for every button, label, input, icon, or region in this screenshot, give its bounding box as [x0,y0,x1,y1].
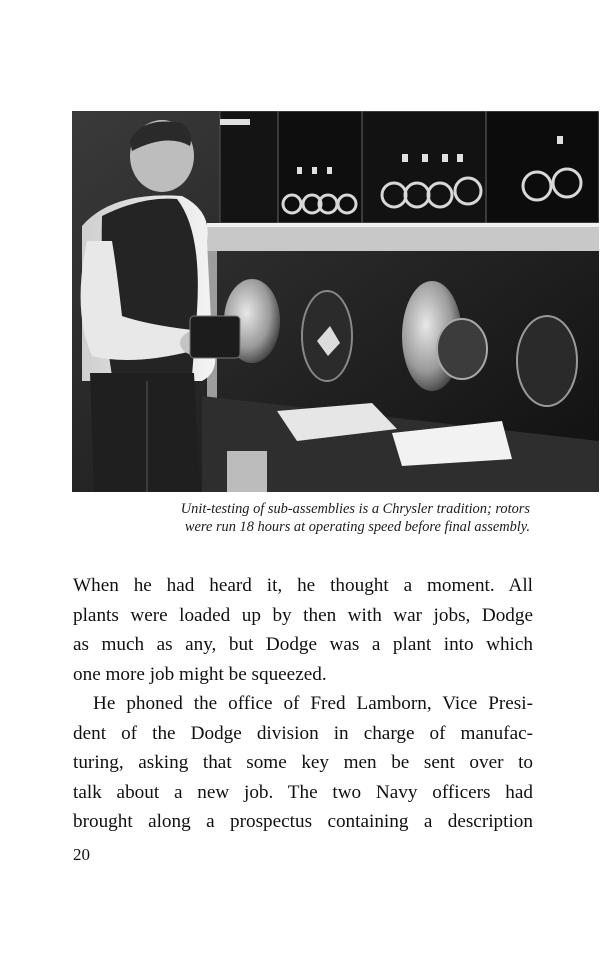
caption-line: were run 18 hours at operating speed before final assembly. [184,519,530,535]
text-line: turing, asking that some key men be sent over to [73,752,533,773]
page-number: 20 [73,845,90,864]
text-line: plants were loaded up by then with war jobs, Dodge [73,604,533,626]
text-line: one more job might be squeezed. [73,663,327,685]
caption-line: Unit-testing of sub-assemblies is a Chrysler tradition; rotors [180,501,530,517]
factory-photograph [72,111,599,492]
text-line: brought along a prospectus containing a description [73,811,533,832]
body-text [73,571,533,837]
text-line: When he had heard it, he thought a moment. All [73,575,533,596]
text-line: dent of the Dodge division in charge of manufac- [73,722,533,744]
text-line: He phoned the office of Fred Lamborn, Vice Presi- [93,693,533,714]
text-line: as much as any, but Dodge was a plant into which [73,634,533,655]
paragraph [73,571,533,689]
photo-caption [72,500,530,536]
text-line: talk about a new job. The two Navy officers had [73,781,533,803]
paragraph [73,689,533,837]
